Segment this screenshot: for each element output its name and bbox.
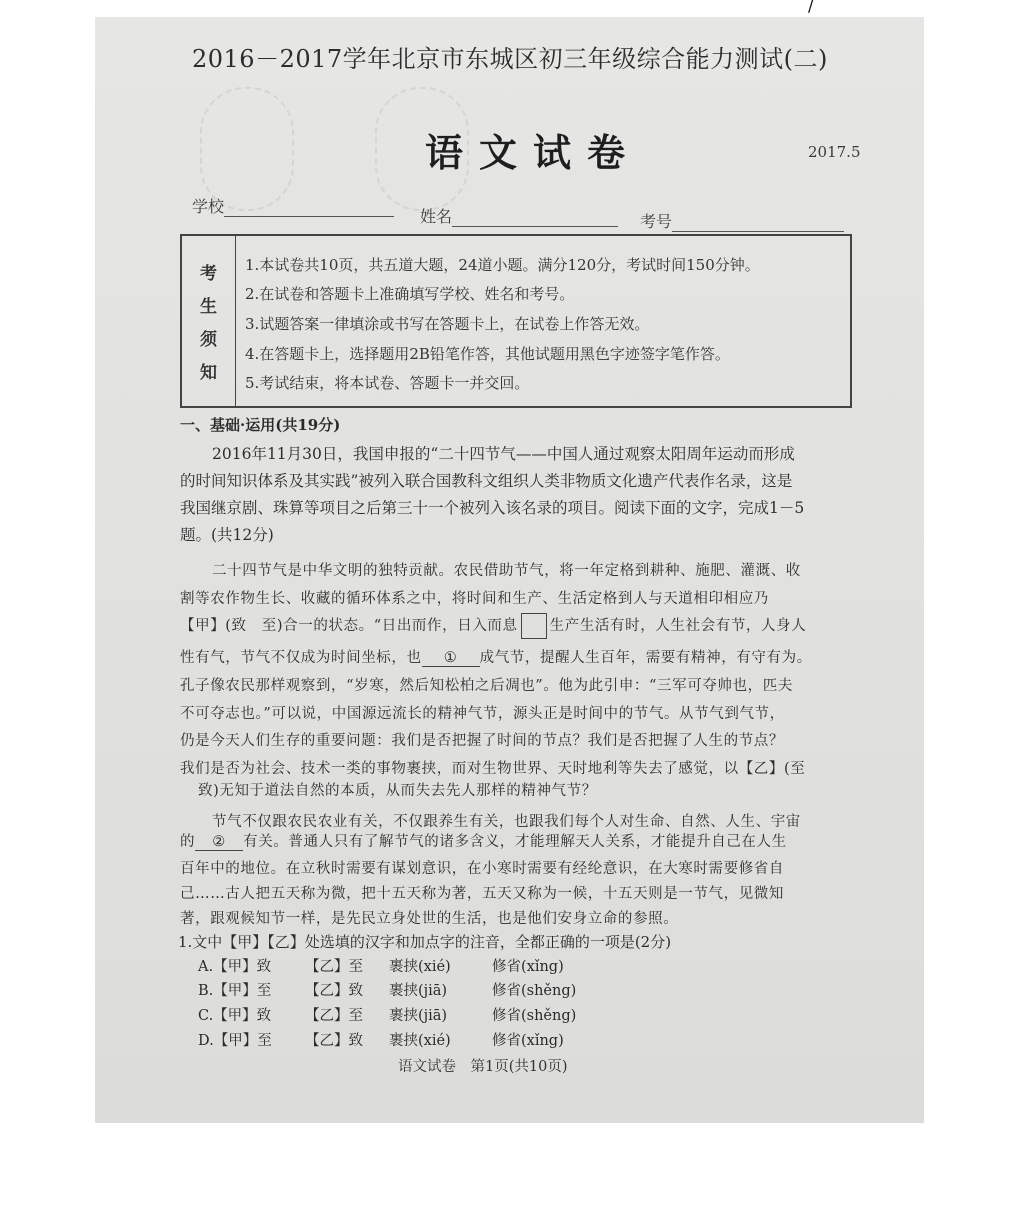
intro-line: 的时间知识体系及其实践”被列入联合国教科文组织人类非物质文化遗产代表作名录，这是: [180, 472, 793, 490]
blank-2: ②: [195, 834, 243, 851]
intro-line: 题。(共12分): [180, 526, 274, 544]
option-c-word2: 修省(shěng): [492, 1008, 577, 1024]
option-b-word2: 修省(shěng): [492, 983, 577, 999]
notice-label-char: 考: [200, 264, 217, 284]
section-title: 一、基础·运用(共19分): [180, 416, 341, 434]
name-input-line: [452, 212, 618, 227]
exam-no-field: [640, 209, 844, 232]
notice-label-char: 须: [200, 330, 217, 350]
name-label: 姓名: [420, 207, 453, 226]
notice-item: 1.本试卷共10页，共五道大题，24道小题。满分120分，考试时间150分钟。: [245, 256, 760, 274]
passage-line: 仍是今天人们生存的重要问题：我们是否把握了时间的节点？我们是否把握了人生的节点？: [180, 733, 784, 749]
notice-item: 5.考试结束，将本试卷、答题卡一并交回。: [245, 374, 530, 392]
passage-line: 不可夺志也。”可以说，中国源远流长的精神气节，源头正是时间中的节气。从节气到气节，: [180, 706, 785, 722]
option-d-word2: 修省(xǐng): [492, 1033, 564, 1049]
option-c-word1: 裹挟(jiā): [389, 1008, 448, 1024]
passage-line: 百年中的地位。在立秋时需要有谋划意识，在小寒时需要有经纶意识，在大寒时需要修省自: [180, 861, 784, 877]
school-field: [192, 194, 394, 217]
option-d-label: D.【甲】至: [198, 1033, 272, 1049]
passage-line: 著，跟观候知节一样，是先民立身处世的生活，也是他们安身立命的参照。: [180, 911, 679, 927]
exam-no-input-line: [672, 217, 844, 232]
option-b-word1: 裹挟(jiā): [389, 983, 448, 999]
school-label: 学校: [192, 197, 225, 216]
answer-box: [521, 613, 547, 639]
notice-label-char: 生: [200, 297, 217, 317]
passage-line: [180, 613, 806, 639]
passage-line: 己……古人把五天称为微，把十五天称为著，五天又称为一候，十五天则是一节气，见微知: [180, 886, 784, 902]
passage-line: 二十四节气是中华文明的独特贡献。农民借助节气，将一年定格到耕种、施肥、灌溉、收: [212, 563, 801, 579]
blank-1: ①: [422, 650, 480, 667]
exam-paper-photo: [95, 17, 924, 1123]
corner-mark: /: [808, 0, 814, 15]
passage-line: [180, 646, 812, 667]
passage-line: 孔子像农民那样观察到，“岁寒，然后知松柏之后凋也”。他为此引申：“三军可夺帅也，匹夫: [180, 678, 793, 694]
exam-no-label: 考号: [640, 212, 673, 231]
passage-text: 性有气，节气不仅成为时间坐标，也: [180, 650, 422, 666]
option-d-word1: 裹挟(xié): [389, 1033, 451, 1049]
notice-item: 4.在答题卡上，选择题用2B铅笔作答，其他试题用黑色字迹签字笔作答。: [245, 345, 730, 363]
name-field: [420, 204, 618, 227]
watermark-emblem-left: [200, 87, 294, 211]
option-c-yi: 【乙】至: [305, 1008, 363, 1024]
school-input-line: [224, 202, 394, 217]
passage-text: 【甲】(致 至)合一的状态。“日出而作，日入而息: [180, 618, 518, 634]
notice-label-char: 知: [200, 363, 217, 383]
notice-item: 3.试题答案一律填涂或书写在答题卡上，在试卷上作答无效。: [245, 315, 650, 333]
option-b-yi: 【乙】致: [305, 983, 363, 999]
notice-box: [180, 234, 852, 408]
passage-text: 的: [180, 834, 196, 850]
passage-line: 节气不仅跟农民农业有关，不仅跟养生有关，也跟我们每个人对生命、自然、人生、宇宙: [212, 814, 801, 830]
exam-header: 2016－2017学年北京市东城区初三年级综合能力测试(二): [192, 45, 828, 73]
notice-item: 2.在试卷和答题卡上准确填写学校、姓名和考号。: [245, 285, 575, 303]
option-a-word1: 裹挟(xié): [389, 959, 451, 975]
passage-text: 成气节，提醒人生百年，需要有精神，有守有为。: [479, 650, 812, 666]
passage-line: [180, 830, 787, 851]
passage-line: 致)无知于道法自然的本质，从而失去先人那样的精神气节？: [198, 783, 597, 799]
intro-line: 我国继京剧、珠算等项目之后第三十一个被列入该名录的项目。阅读下面的文字，完成1－5: [180, 499, 805, 517]
notice-label: [182, 236, 236, 406]
passage-line: 我们是否为社会、技术一类的事物裹挟，而对生物世界、天时地利等失去了感觉，以【乙】(至: [180, 761, 806, 777]
option-b-label: B.【甲】至: [198, 983, 272, 999]
passage-text: 生产生活有时，人生社会有节，人身人: [549, 618, 807, 634]
option-c-label: C.【甲】致: [198, 1008, 272, 1024]
option-a-yi: 【乙】至: [305, 959, 363, 975]
option-a-label: A.【甲】致: [198, 959, 272, 975]
passage-line: 割等农作物生长、收藏的循环体系之中，将时间和生产、生活定格到人与天道相印相应乃: [180, 591, 769, 607]
question-stem: 1.文中【甲】【乙】处选填的汉字和加点字的注音，全都正确的一项是(2分): [178, 933, 672, 951]
option-d-yi: 【乙】致: [305, 1033, 363, 1049]
exam-title: 语文试卷: [425, 130, 642, 175]
exam-date: 2017.5: [808, 143, 861, 161]
intro-line: 2016年11月30日，我国申报的“二十四节气——中国人通过观察太阳周年运动而形成: [212, 445, 795, 463]
option-a-word2: 修省(xǐng): [492, 959, 564, 975]
passage-text: 有关。普通人只有了解节气的诸多含义，才能理解天人关系，才能提升自己在人生: [243, 834, 787, 850]
page-footer: 语文试卷 第1页(共10页): [398, 1059, 568, 1075]
